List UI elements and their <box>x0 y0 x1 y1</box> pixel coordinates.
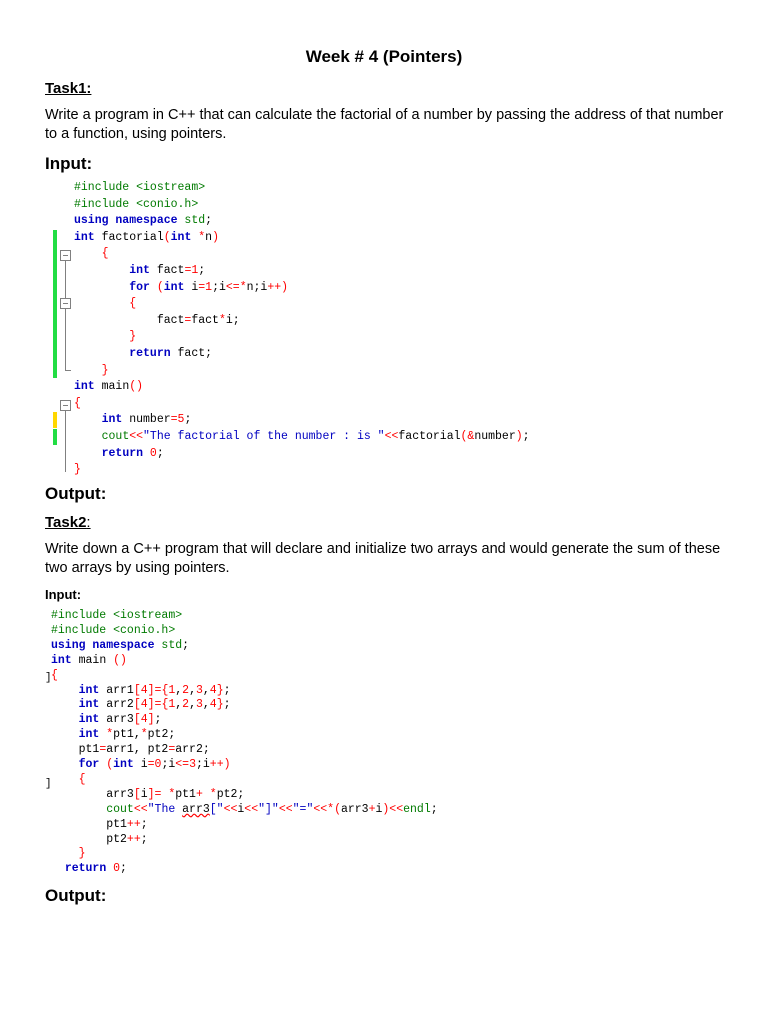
code-token: int <box>74 380 102 394</box>
code-token: ;i <box>212 280 226 294</box>
code-token: ;i <box>195 758 210 771</box>
code-token <box>74 264 129 277</box>
code-token: cout <box>106 802 134 816</box>
code-token: int <box>51 653 79 667</box>
code-token <box>74 247 102 260</box>
code-token: 4 <box>140 698 148 712</box>
code-token: << <box>278 802 293 816</box>
code-token: pt1 <box>51 817 127 831</box>
fold-bracket-marker: ] <box>45 672 52 684</box>
code-token: 0 <box>149 446 157 460</box>
task2-description: Write down a C++ program that will declare and initialize two arrays and would generate the sum of these two arrays by using pointers. <box>45 541 721 576</box>
code-token: pt2; <box>147 728 176 742</box>
code-token: = <box>170 413 178 427</box>
task2-heading <box>45 514 91 531</box>
code-token: ; <box>184 413 192 427</box>
task2-heading-colon: : <box>86 514 91 531</box>
code-token <box>51 803 106 816</box>
code-line <box>51 861 127 877</box>
code-token: [ <box>133 713 141 727</box>
code-token: , <box>189 698 196 712</box>
code-token: ] <box>147 713 155 727</box>
code-token: int <box>78 728 107 742</box>
code-token: 3 <box>195 698 203 712</box>
code-token: * <box>239 280 247 294</box>
code-token: i <box>140 787 148 801</box>
code-token: main <box>101 380 130 394</box>
code-token: 1 <box>168 698 176 712</box>
code-token: arr2 <box>106 698 134 712</box>
code-line <box>74 329 136 345</box>
code-token: + <box>368 802 376 816</box>
code-token: (& <box>460 430 475 443</box>
code-token: , <box>175 698 183 712</box>
code-token: ; <box>223 698 231 712</box>
code-token: ; <box>205 214 213 228</box>
fold-end-marker <box>65 370 71 371</box>
code-token: endl <box>403 802 431 816</box>
code-token: int <box>78 683 107 697</box>
code-line <box>74 263 205 279</box>
code-token: number <box>129 413 171 427</box>
code-token: ]={ <box>147 683 169 697</box>
code-line <box>74 396 81 412</box>
code-token: "The <box>147 802 183 816</box>
code-token: [ <box>133 683 141 697</box>
code-token: { <box>51 668 58 682</box>
code-token: 2 <box>182 683 190 697</box>
code-token: 1 <box>191 264 199 277</box>
code-token: pt1 <box>51 743 100 757</box>
code-token: << <box>133 802 148 816</box>
code-line <box>51 638 189 654</box>
code-token: int <box>163 280 192 294</box>
code-token: n;i <box>246 280 268 294</box>
code-token: <<*( <box>313 802 341 816</box>
code-token: 4 <box>209 683 217 697</box>
code-token: fact; <box>177 347 213 360</box>
code-token: <= <box>225 280 240 294</box>
code-line <box>51 846 86 862</box>
code-token: arr1, pt2 <box>106 743 169 757</box>
code-token <box>51 758 79 771</box>
code-line <box>74 246 109 262</box>
code-token: } <box>101 363 109 377</box>
code-token: ]={ <box>147 698 169 712</box>
code-token: << <box>384 430 399 443</box>
code-token: "]" <box>258 802 279 816</box>
code-token <box>74 281 129 294</box>
code-token: ; <box>154 713 162 727</box>
change-bar <box>53 412 57 428</box>
code-token: , <box>189 683 196 697</box>
code-token: return <box>64 862 114 876</box>
code-token: 4 <box>209 698 217 712</box>
code-token: for <box>78 758 107 771</box>
code-line <box>51 623 175 639</box>
code-token: std <box>184 214 206 228</box>
code-line <box>74 429 530 445</box>
code-token: ( <box>163 230 171 244</box>
code-token: pt1 <box>175 787 196 801</box>
code-token: int <box>78 698 107 712</box>
code-line <box>74 412 191 428</box>
code-token: = <box>198 280 206 294</box>
code-token: [ <box>133 787 141 801</box>
code-token: * <box>198 230 206 244</box>
code-token: i <box>191 280 199 294</box>
code-token: factorial <box>398 430 461 443</box>
code-line <box>74 346 212 362</box>
code-line <box>51 668 58 684</box>
code-token: = <box>184 264 192 277</box>
task2-input-label: Input: <box>45 587 82 602</box>
code-token: ) <box>212 230 219 244</box>
code-line <box>74 197 198 213</box>
code-token: << <box>223 802 238 816</box>
code-token: * <box>140 728 148 742</box>
code-token <box>51 862 65 875</box>
code-token: = <box>184 313 192 327</box>
code-token: pt2; <box>216 787 245 801</box>
code-token: main <box>78 653 114 667</box>
code-token: ) <box>281 280 289 294</box>
code-token: 0 <box>154 758 162 771</box>
task1-code-screenshot <box>45 180 605 477</box>
code-token: arr3 <box>106 713 134 727</box>
code-token <box>51 728 79 741</box>
code-line <box>74 213 212 229</box>
code-token: () <box>129 380 144 394</box>
code-line <box>74 446 164 462</box>
fold-collapse-icon[interactable] <box>60 250 71 261</box>
code-token <box>51 698 79 711</box>
code-line <box>51 608 182 624</box>
code-token: number <box>474 430 516 443</box>
task1-output-label: Output: <box>45 484 107 503</box>
code-token: << <box>129 430 144 443</box>
code-token: i; <box>225 313 240 327</box>
code-token <box>51 847 79 860</box>
code-token: pt1, <box>113 728 141 742</box>
code-token: ; <box>140 832 148 846</box>
code-token: [" <box>209 802 224 816</box>
code-token: * <box>106 728 114 742</box>
code-token: int <box>74 230 102 244</box>
code-token: pt2 <box>51 832 127 846</box>
code-line <box>74 180 205 196</box>
task2-output-label: Output: <box>45 886 107 905</box>
code-token: ; <box>140 817 148 831</box>
fold-collapse-icon[interactable] <box>60 298 71 309</box>
code-line <box>74 363 109 379</box>
code-token: arr3 <box>51 787 134 801</box>
code-token: int <box>170 230 199 244</box>
code-line <box>74 296 136 312</box>
code-token: #include <conio.h> <box>74 197 199 211</box>
code-token: { <box>101 247 109 261</box>
code-line <box>74 230 219 246</box>
code-token <box>74 447 102 460</box>
fold-line <box>65 256 66 370</box>
code-token: 4 <box>140 713 148 727</box>
code-token: () <box>113 653 127 667</box>
code-token: arr1 <box>106 683 134 697</box>
code-token: int <box>129 264 157 277</box>
code-line <box>74 280 288 296</box>
code-token: 2 <box>182 698 190 712</box>
code-token <box>74 413 102 426</box>
task1-input-label: Input: <box>45 154 93 173</box>
code-token: fact <box>191 313 219 327</box>
code-token: } <box>216 698 224 712</box>
code-token: 1 <box>205 280 213 294</box>
code-token: } <box>216 683 224 697</box>
code-token: #include <iostream> <box>74 181 206 194</box>
code-token: return <box>129 347 178 360</box>
code-token: cout <box>101 430 130 443</box>
page-title: Week # 4 (Pointers) <box>305 47 463 66</box>
code-token: ; <box>198 264 206 277</box>
code-token: using namespace <box>74 214 185 228</box>
code-token: << <box>244 802 259 816</box>
code-token: int <box>113 758 141 771</box>
code-token: ; <box>223 683 231 697</box>
code-line <box>51 653 127 669</box>
code-token: "=" <box>292 802 314 816</box>
code-token: i <box>237 802 245 816</box>
code-line <box>51 712 161 728</box>
code-token: n <box>205 230 213 244</box>
code-token <box>74 364 102 377</box>
code-token: [ <box>133 698 141 712</box>
code-token: #include <iostream> <box>51 609 183 622</box>
task1-description: Write a program in C++ that can calculate the factorial of a number by passing the address of that number to a function, using pointers. <box>45 107 724 142</box>
code-token <box>74 330 129 343</box>
code-token <box>74 297 129 310</box>
code-token: ++ <box>126 832 141 846</box>
code-token: arr3 <box>182 802 210 816</box>
code-line <box>51 727 175 743</box>
code-token: return <box>101 446 150 460</box>
code-line <box>51 802 438 818</box>
code-line <box>51 697 231 713</box>
code-token: { <box>74 396 81 410</box>
task2-code-screenshot <box>45 608 565 878</box>
code-line <box>51 757 231 773</box>
code-token: for <box>129 280 157 294</box>
code-token: ++) <box>209 758 231 771</box>
code-token: , <box>202 683 210 697</box>
code-token: "The factorial of the number : is " <box>143 430 385 443</box>
code-line <box>51 832 148 848</box>
code-token <box>51 713 79 726</box>
code-token: , <box>175 683 183 697</box>
code-token: #include <conio.h> <box>51 623 176 637</box>
code-line <box>51 742 210 758</box>
code-token: <= <box>175 758 190 771</box>
code-token: = <box>168 743 176 757</box>
code-token: fact <box>74 313 185 327</box>
code-token: using namespace <box>51 638 162 652</box>
code-line <box>51 817 148 833</box>
change-bar <box>53 230 57 378</box>
code-token: 0 <box>113 862 121 876</box>
code-token: { <box>78 772 86 786</box>
code-token: )<< <box>382 802 404 816</box>
code-token: ; <box>156 446 164 460</box>
code-token: ++ <box>126 817 141 831</box>
code-token: fact <box>156 264 185 277</box>
code-line <box>74 462 81 478</box>
code-token: 5 <box>177 413 185 427</box>
code-token: + * <box>195 787 217 801</box>
code-line <box>51 787 244 803</box>
code-token: i <box>140 758 148 771</box>
code-token: * <box>218 313 226 327</box>
code-token <box>74 430 102 443</box>
code-token: int <box>101 413 130 427</box>
code-token <box>51 773 79 786</box>
code-token: } <box>129 330 137 344</box>
code-token: ]= * <box>147 787 176 801</box>
code-line <box>74 379 143 395</box>
code-token: i <box>375 802 383 816</box>
code-token: arr2; <box>175 743 210 757</box>
code-token <box>51 684 79 697</box>
code-token: ( <box>156 280 164 294</box>
code-line <box>51 683 231 699</box>
fold-bracket-marker: ] <box>45 778 52 790</box>
task1-heading: Task1: <box>45 80 92 97</box>
code-token: ; <box>430 802 438 816</box>
fold-collapse-icon[interactable] <box>60 400 71 411</box>
code-token: ( <box>106 758 114 771</box>
code-token: } <box>74 463 81 477</box>
code-token: int <box>78 713 107 727</box>
task2-heading-text: Task2 <box>45 514 87 531</box>
code-token: std <box>161 638 183 652</box>
code-token: arr3 <box>340 802 369 816</box>
code-token: ++ <box>267 280 282 294</box>
code-token: 3 <box>195 683 203 697</box>
code-token <box>74 347 129 360</box>
code-token: ; <box>522 430 530 443</box>
code-token: 4 <box>140 683 148 697</box>
code-line <box>74 313 240 329</box>
code-token: { <box>129 297 137 311</box>
code-token: ; <box>182 638 190 652</box>
code-token: ;i <box>161 758 176 771</box>
code-token: = <box>147 758 155 771</box>
code-token: = <box>99 743 107 757</box>
fold-line <box>65 406 66 472</box>
code-token: 1 <box>168 683 176 697</box>
code-token: ; <box>120 862 127 876</box>
code-token: ) <box>515 430 523 443</box>
code-token: } <box>78 847 86 861</box>
code-token: , <box>202 698 210 712</box>
code-token: 3 <box>189 758 196 771</box>
change-bar <box>53 429 57 445</box>
code-line <box>51 772 86 788</box>
code-token: factorial <box>101 230 164 244</box>
